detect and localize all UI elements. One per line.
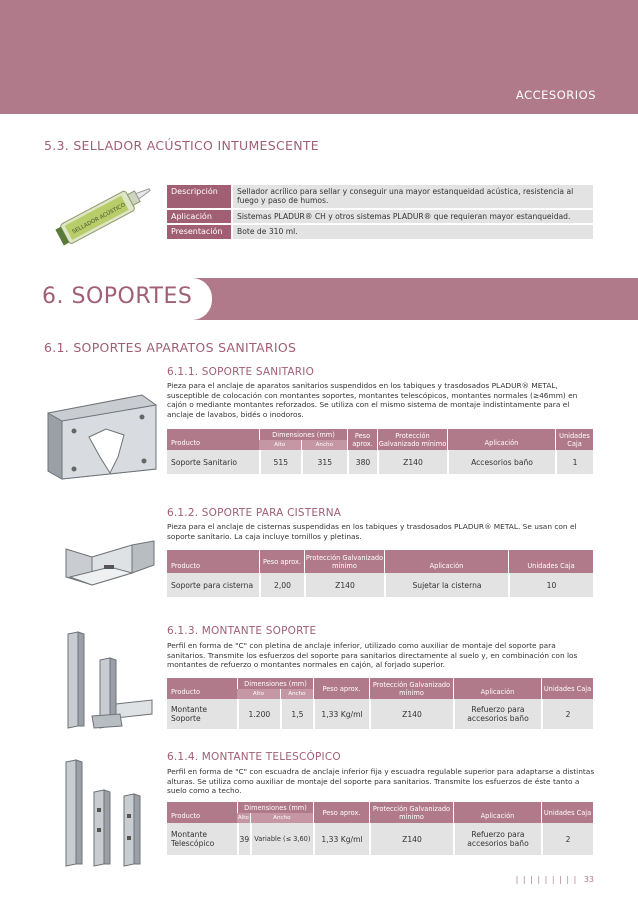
col-proteccion: Protección Galvanizado mínimo <box>377 429 447 450</box>
spec-value: Sellador acrílico para sellar y conseguir una mayor estanqueidad acústica, resistencia al fuego y paso de humos. <box>233 185 593 208</box>
col-aplicacion: Aplicación <box>453 678 541 699</box>
cell-producto: Montante Telescópico <box>167 823 237 855</box>
cell-unidades: 2 <box>541 823 593 855</box>
col-alto: Alto <box>237 815 249 821</box>
page-footer <box>516 875 594 884</box>
cell-proteccion: Z140 <box>369 699 453 729</box>
cell-proteccion: Z140 <box>304 573 384 597</box>
cistern-support-image <box>62 535 157 595</box>
table-row <box>167 699 593 729</box>
col-proteccion: Protección Galvanizado mínimo <box>304 550 384 573</box>
col-aplicacion: Aplicación <box>453 802 541 823</box>
heading-6-1-2: 6.1.2. SOPORTE PARA CISTERNA <box>167 507 342 519</box>
col-producto: Producto <box>167 678 237 699</box>
footer-bars-decoration: | | | | | | | | | <box>515 875 578 884</box>
col-unidades: Unidades Caja <box>555 429 593 450</box>
cell-unidades: 2 <box>541 699 593 729</box>
col-producto: Producto <box>167 802 237 823</box>
cell-peso: 1,33 Kg/ml <box>313 699 369 729</box>
cell-producto: Soporte para cisterna <box>167 573 259 597</box>
cell-aplicacion: Refuerzo para accesorios baño <box>453 699 541 729</box>
cell-producto: Soporte Sanitario <box>167 450 259 474</box>
cell-unidades: 1 <box>555 450 593 474</box>
paragraph-6-1-4: Perfil en forma de "C" con escuadra de anclaje inferior fija y escuadra regulable superior para adaptarse a distintas alturas. Se utiliza como auxiliar de montaje del soporte para sanitarios. Transmite los esfuerzos de éste tanto a suelo como a techo. <box>167 767 595 796</box>
col-aplicacion: Aplicación <box>384 550 508 573</box>
table-6-1-2 <box>167 550 593 597</box>
col-peso: Peso aprox. <box>347 429 377 450</box>
col-peso: Peso aprox. <box>259 550 304 573</box>
paragraph-6-1-1: Pieza para el anclaje de aparatos sanitarios suspendidos en los tabiques y trasdosados PLADUR® METAL, susceptible de colocación con montantes soportes, montantes telescópicos, montantes normales (≥46mm) en cajón o mediante montantes reforzados. Se utiliza con el mismo sistema de montaje indistintamente para el anclaje de lavabos, bidés o inodoros. <box>167 381 578 419</box>
cell-proteccion: Z140 <box>369 823 453 855</box>
chapter-title: 6. SOPORTES <box>42 284 193 309</box>
table-row <box>167 450 593 474</box>
heading-5-3: 5.3. SELLADOR ACÚSTICO INTUMESCENTE <box>44 138 320 153</box>
cell-ancho: 1,5 <box>280 699 313 729</box>
telescopic-stud-image <box>58 758 158 868</box>
col-dimensiones: Dimensiones (mm) <box>259 429 347 440</box>
chapter-tab <box>0 278 212 320</box>
spec-row-descripcion <box>167 185 593 208</box>
paragraph-6-1-3: Perfil en forma de "C" con pletina de anclaje inferior, utilizado como auxiliar de montaje del soporte para sanitarios. Transmite los esfuerzos del soporte para sanitarios directamente al suelo y, en combinación con los montantes de refuerzo o montantes normales en cajón, al forjado superior. <box>167 641 578 670</box>
heading-6-1-4: 6.1.4. MONTANTE TELESCÓPICO <box>167 751 341 763</box>
spec-label: Presentación <box>167 225 231 238</box>
support-stud-image <box>62 630 157 730</box>
cell-alto: 515 <box>259 450 301 474</box>
col-aplicacion: Aplicación <box>447 429 555 450</box>
col-unidades: Unidades Caja <box>541 802 593 823</box>
sealant-tube-image <box>52 180 152 250</box>
sealant-tube-label: SELLADOR ACÚSTICO <box>71 202 127 236</box>
spec-row-presentacion <box>167 225 593 238</box>
table-6-1-4 <box>167 802 593 855</box>
cell-aplicacion: Accesorios baño <box>447 450 555 474</box>
col-producto: Producto <box>167 550 259 573</box>
heading-6-1-1: 6.1.1. SOPORTE SANITARIO <box>167 366 315 378</box>
header-band <box>0 0 638 114</box>
cell-alto: 39 <box>237 823 250 855</box>
chapter-band <box>0 278 638 320</box>
spec-label: Aplicación <box>167 210 231 223</box>
spec-value: Bote de 310 ml. <box>233 225 593 238</box>
cell-peso: 380 <box>347 450 377 474</box>
paragraph-6-1-2: Pieza para el anclaje de cisternas suspendidas en los tabiques y trasdosados PLADUR® METAL. Se usan con el soporte sanitario. La caja incluye tornillos y pletinas. <box>167 522 577 541</box>
cell-aplicacion: Refuerzo para accesorios baño <box>453 823 541 855</box>
col-ancho: Ancho <box>250 813 313 823</box>
cell-peso: 2,00 <box>259 573 304 597</box>
page-number: 33 <box>583 875 594 884</box>
heading-6-1-3: 6.1.3. MONTANTE SOPORTE <box>167 625 317 637</box>
col-alto: Alto <box>259 440 301 450</box>
sanitary-support-image <box>44 385 159 480</box>
cell-ancho: Variable (≤ 3,60) <box>250 823 313 855</box>
cell-unidades: 10 <box>508 573 593 597</box>
col-ancho: Ancho <box>280 689 313 699</box>
table-row <box>167 573 593 597</box>
spec-value: Sistemas PLADUR® CH y otros sistemas PLADUR® que requieran mayor estanqueidad. <box>233 210 593 223</box>
table-6-1-1 <box>167 429 593 474</box>
cell-peso: 1,33 Kg/ml <box>313 823 369 855</box>
sealant-spec-table <box>167 185 593 241</box>
col-alto: Alto <box>237 689 280 699</box>
col-proteccion: Protección Galvanizado mínimo <box>369 802 453 823</box>
col-proteccion: Protección Galvanizado mínimo <box>369 678 453 699</box>
spec-label: Descripción <box>167 185 231 208</box>
cell-producto: Montante Soporte <box>167 699 237 729</box>
cell-alto: 1.200 <box>237 699 280 729</box>
cell-aplicacion: Sujetar la cisterna <box>384 573 508 597</box>
table-row <box>167 823 593 855</box>
col-producto: Producto <box>167 429 259 450</box>
section-title: ACCESORIOS <box>515 88 596 102</box>
cell-ancho: 315 <box>301 450 347 474</box>
heading-6-1: 6.1. SOPORTES APARATOS SANITARIOS <box>44 340 297 355</box>
cell-proteccion: Z140 <box>377 450 447 474</box>
col-ancho: Ancho <box>301 440 347 450</box>
col-dimensiones: Dimensiones (mm) <box>237 678 313 689</box>
spec-row-aplicacion <box>167 210 593 223</box>
col-unidades: Unidades Caja <box>508 550 593 573</box>
col-peso: Peso aprox. <box>313 678 369 699</box>
table-6-1-3 <box>167 678 593 729</box>
col-dimensiones: Dimensiones (mm) <box>237 802 313 813</box>
col-peso: Peso aprox. <box>313 802 369 823</box>
col-unidades: Unidades Caja <box>541 678 593 699</box>
